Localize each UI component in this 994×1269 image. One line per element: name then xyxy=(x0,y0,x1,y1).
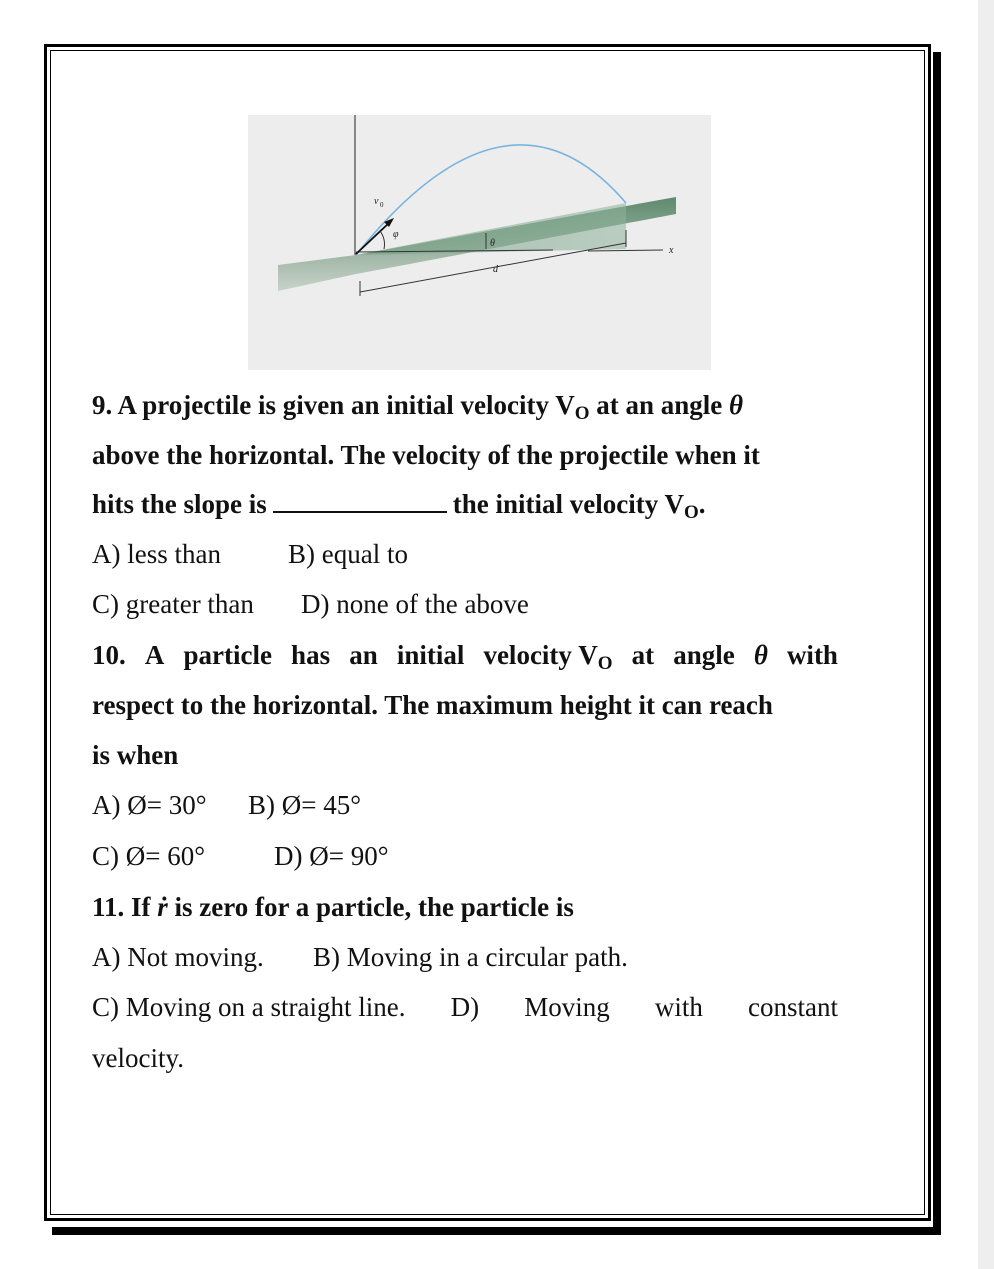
answer-blank xyxy=(273,491,447,513)
q9-option-c[interactable]: C) greater than xyxy=(92,589,254,619)
q11-option-a[interactable]: A) Not moving. xyxy=(92,942,264,972)
phi-arc xyxy=(380,231,385,249)
horizontal-ref-2 xyxy=(588,250,663,251)
q9-option-a[interactable]: A) less than xyxy=(92,539,221,569)
label-v0: v xyxy=(374,196,379,207)
r-dot-symbol: ṙ xyxy=(157,892,168,922)
scrollbar-track[interactable] xyxy=(978,0,994,1269)
q9-line-1: 9. A projectile is given an initial velocity VO at an angle θ xyxy=(92,390,744,424)
q10-line-2: respect to the horizontal. The maximum height it can reach xyxy=(92,690,773,720)
q9-options-cd xyxy=(92,588,529,620)
q10-options-cd xyxy=(92,840,389,872)
q11-options-ab xyxy=(92,941,628,973)
q9-options-ab xyxy=(92,538,408,570)
q9-line-2: above the horizontal. The velocity of the projectile when it xyxy=(92,440,760,470)
q10-line-1: 10. A particle has an initial velocity VO at angle θ with xyxy=(92,640,838,674)
q9-option-b[interactable]: B) equal to xyxy=(288,539,408,569)
q10-option-a[interactable]: A) Ø= 30° xyxy=(92,790,207,820)
frame-shadow-bottom xyxy=(52,1227,941,1235)
q10-option-b[interactable]: B) Ø= 45° xyxy=(248,790,362,820)
label-phi: φ xyxy=(393,229,399,240)
label-v0-sub: 0 xyxy=(380,201,384,209)
projectile-diagram xyxy=(248,115,711,370)
q10-options-ab xyxy=(92,789,361,821)
label-d: d xyxy=(493,264,498,275)
q9-option-d[interactable]: D) none of the above xyxy=(301,589,529,619)
q9-line-3: hits the slope is the initial velocity VO. xyxy=(92,489,706,523)
q11-option-b[interactable]: B) Moving in a circular path. xyxy=(313,942,628,972)
frame-shadow-right xyxy=(933,52,941,1235)
q11-options-cd: C) Moving on a straight line. D) Moving with constant xyxy=(92,992,838,1022)
projectile-slope-figure xyxy=(248,115,711,370)
q11-line-1: 11. If ṙ is zero for a particle, the particle is xyxy=(92,892,574,922)
q10-option-c[interactable]: C) Ø= 60° xyxy=(92,841,206,871)
label-x: x xyxy=(669,245,674,256)
q10-option-d[interactable]: D) Ø= 90° xyxy=(274,841,389,871)
label-theta: θ xyxy=(490,238,495,249)
q11-option-c[interactable]: C) Moving on a straight line. xyxy=(92,992,406,1022)
q11-option-d-continued: velocity. xyxy=(92,1043,184,1073)
q11-option-d-label[interactable]: D) xyxy=(450,992,480,1022)
velocity-vector xyxy=(356,222,390,254)
q10-line-3: is when xyxy=(92,740,179,770)
